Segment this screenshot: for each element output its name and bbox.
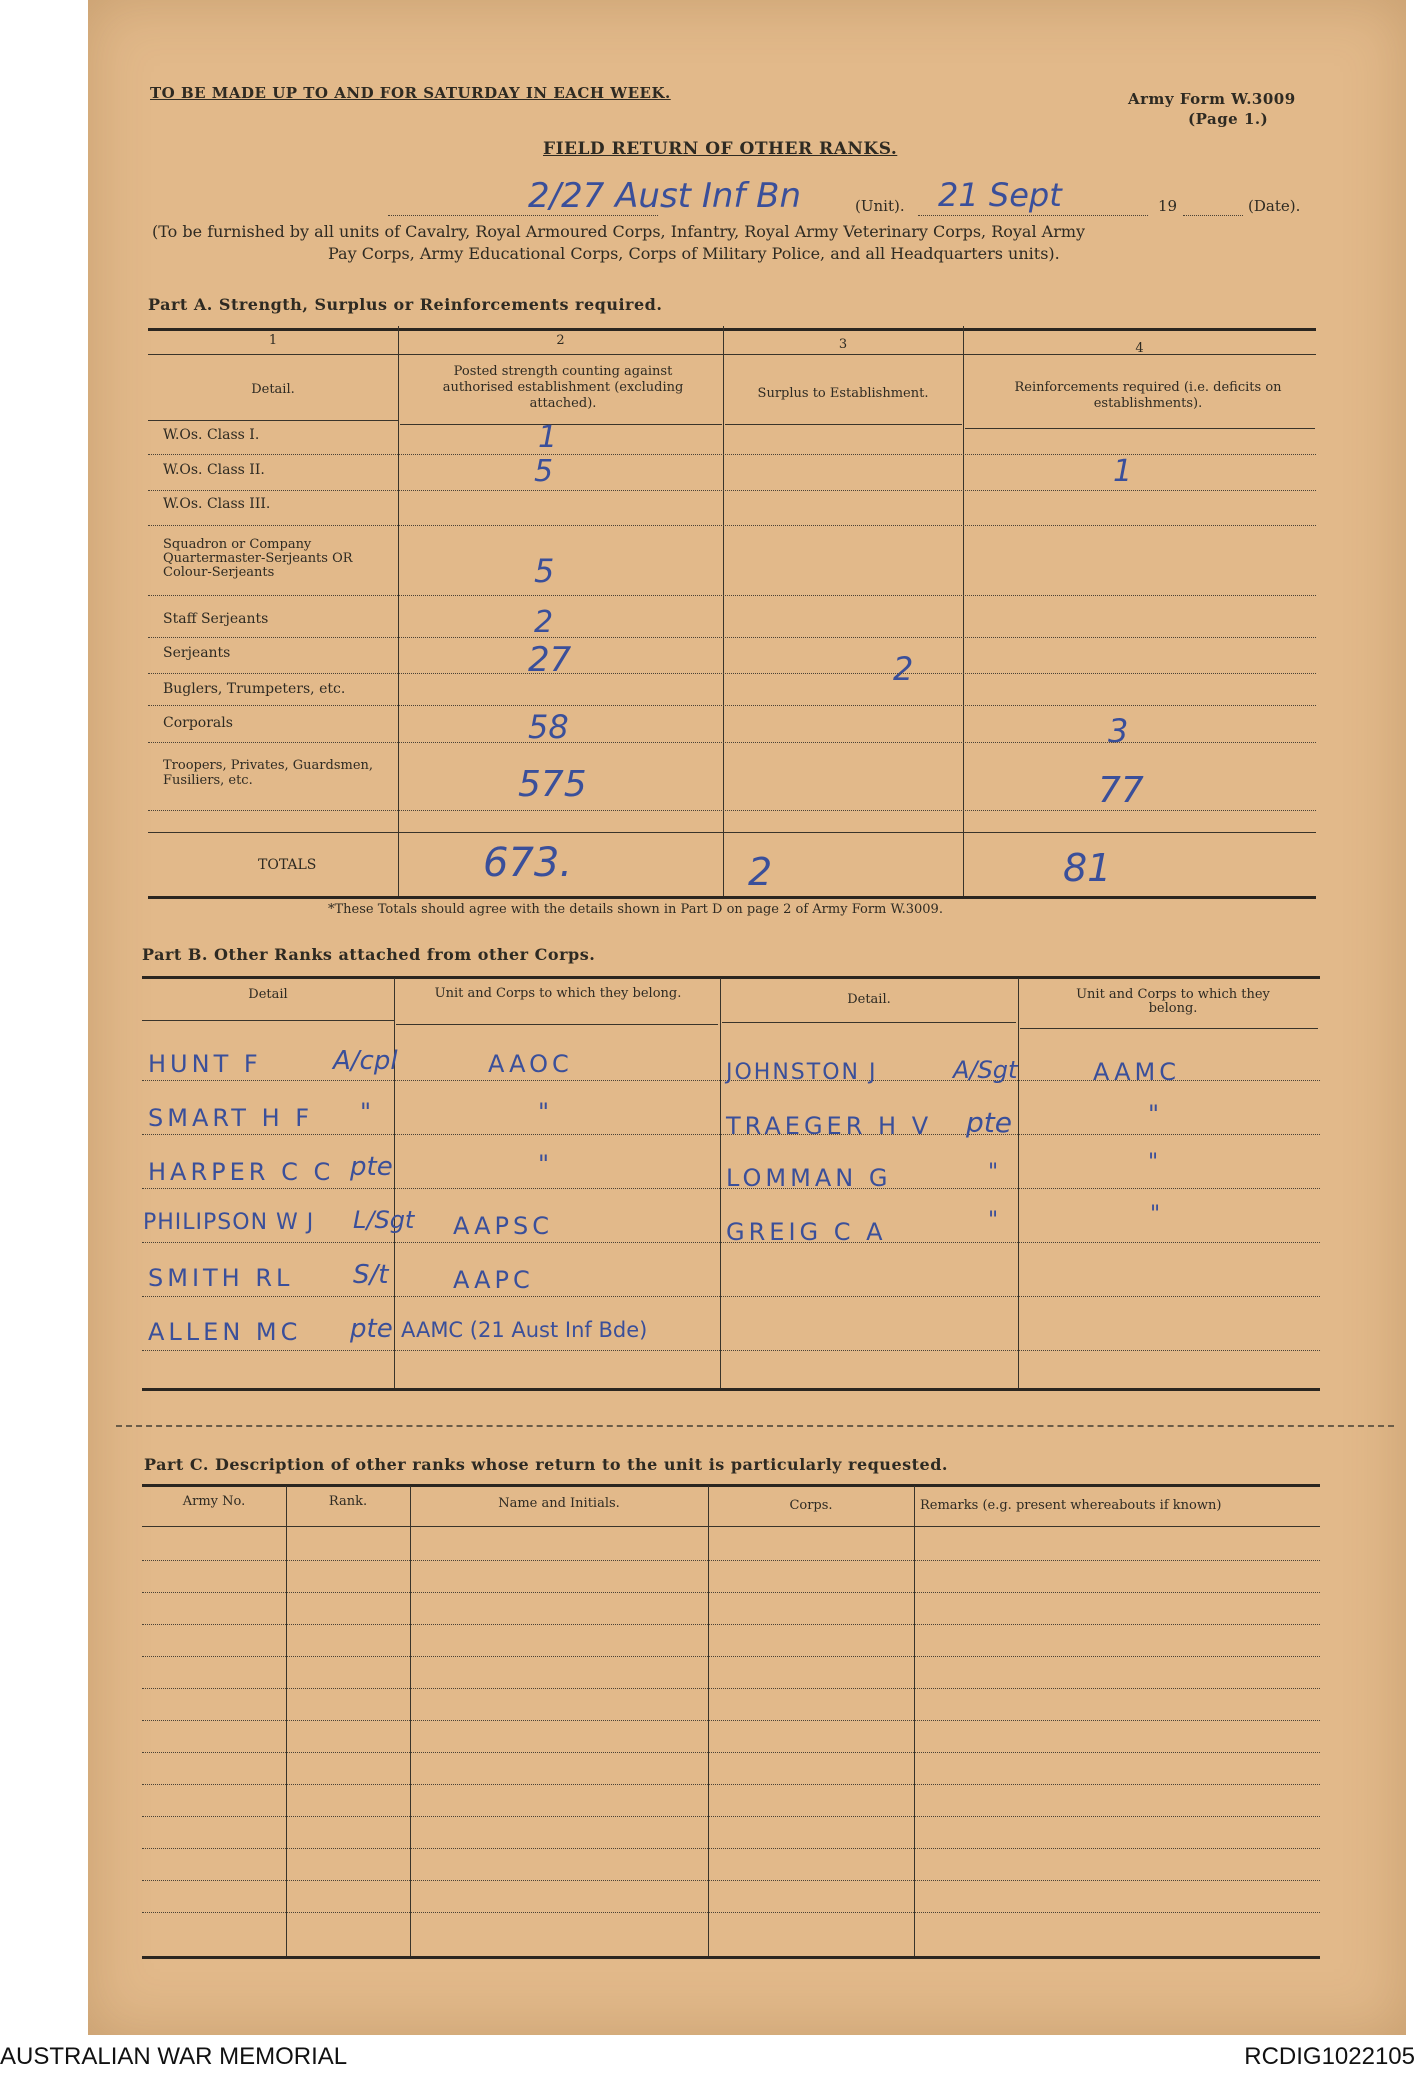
form-number: Army Form W.3009 [1128, 90, 1296, 108]
total-surplus: 2 [748, 850, 773, 894]
col-reinf-header: Reinforcements required (i.e. deficits on establishments). [1014, 380, 1282, 411]
form-title: FIELD RETURN OF OTHER RANKS. [543, 139, 898, 159]
part-c-heading: Part C. Description of other ranks whose return to the unit is particularly requested. [144, 1455, 948, 1474]
part-b-col-detail-2: Detail. [847, 992, 891, 1007]
col-number-3: 3 [838, 337, 848, 352]
part-c-col-name: Name and Initials. [498, 1496, 620, 1511]
part-b-col-unit: Unit and Corps to which they belong. [434, 986, 682, 1001]
col-number-1: 1 [268, 333, 278, 348]
col-detail-header: Detail. [251, 382, 295, 397]
note-line-2: Pay Corps, Army Educational Corps, Corps of Military Police, and all Headquarters units). [328, 244, 1060, 263]
date-label: (Date). [1248, 197, 1301, 215]
tear-line [116, 1425, 1394, 1427]
unit-value: 2/27 Aust Inf Bn [528, 176, 802, 216]
note-line-1: (To be furnished by all units of Cavalry, Royal Armoured Corps, Infantry, Royal Army Veterinary Corps, Royal Army [152, 222, 1086, 241]
part-a-footnote: *These Totals should agree with the details shown in Part D on page 2 of Army Form W.3009. [328, 902, 943, 917]
unit-label: (Unit). [855, 197, 905, 215]
col-surplus-header: Surplus to Establishment. [757, 386, 929, 401]
part-b-col-detail: Detail [248, 987, 288, 1002]
part-b-col-unit-2: Unit and Corps to which they belong. [1076, 987, 1270, 1016]
col-number-4: 4 [1135, 341, 1144, 356]
part-c-col-army-no: Army No. [182, 1494, 246, 1509]
part-b-heading: Part B. Other Ranks attached from other Corps. [142, 945, 596, 964]
instruction-text: TO BE MADE UP TO AND FOR SATURDAY IN EACH WEEK. [150, 84, 671, 102]
col-posted-header: Posted strength counting against authorised establishment (excluding attached). [442, 364, 684, 411]
col-number-2: 2 [556, 333, 565, 348]
year-prefix: 19 [1158, 197, 1178, 215]
footer-id: RCDIG1022105 [1244, 2043, 1415, 2070]
part-c-col-remarks: Remarks (e.g. present whereabouts if known) [920, 1498, 1222, 1513]
date-value: 21 Sept [938, 176, 1062, 214]
total-posted: 673. [483, 840, 573, 886]
part-a-heading: Part A. Strength, Surplus or Reinforcements required. [148, 295, 663, 314]
footer-source: AUSTRALIAN WAR MEMORIAL [0, 2043, 348, 2070]
totals-label: TOTALS [258, 857, 317, 873]
page-number: (Page 1.) [1188, 110, 1269, 128]
form-sheet: TO BE MADE UP TO AND FOR SATURDAY IN EACH WEEK. Army Form W.3009 (Page 1.) FIELD RETURN OF OTHER RANKS. 2/27 Aust Inf Bn (Unit). 21 Sept 19 (Date). (To be furnished by all units of Cavalry, Royal Armoured Corps, Infantry, Royal Army Veterinary Corps, Royal Army Pay Corps, Army Educational Corps, Corps of Military Police, and all Headquarters units). Part A. Strength, Surplus or Reinforcements required. 1 2 3 4 Detail. Posted strength counting against authorised establishment (excluding attached). Surplus to Establishment. Reinforcements required (i.e. deficits on establishments). W.Os. Class I. 1 W.Os. Class II. 5 1 W.Os. Class III. Squadron or Company Quartermaster-Serjeants OR Colour-Serjeants 5 Staff Serjeants 2 Serjeants 27 2 Buglers, Trumpeters, etc. Corporals 58 3 Troopers, Privates, Guardsmen, Fusiliers, etc. 575 77 TOTALS 673. 2 81 *These Totals should agree with the details shown in Part D on page 2 of Army Form W.3009. Part B. Other Ranks attached from other Corps. Detail Unit and Corps to which they belong. Detail. Unit and Corps to which they belong. HUNT F A/cpl AAOC SMART H F " " HARPER C C pte " PHILIPSON W J L/Sgt AAPSC SMITH RL S/t AAPC ALLEN MC pte AAMC (21 Aust Inf Bde) JOHNSTON J A/Sgt AAMC TRAEGER H V pte " LOMMAN G " " GREIG C A " " Part C. Description of other ranks whose return to the unit is particularly requested. Army No. Rank. Name and Initials. Corps. Remarks (e.g. present whereabouts if known) [88, 0, 1406, 2035]
part-c-col-rank: Rank. [328, 1494, 368, 1509]
part-c-col-corps: Corps. [789, 1498, 833, 1513]
total-reinf: 81 [1063, 846, 1112, 890]
